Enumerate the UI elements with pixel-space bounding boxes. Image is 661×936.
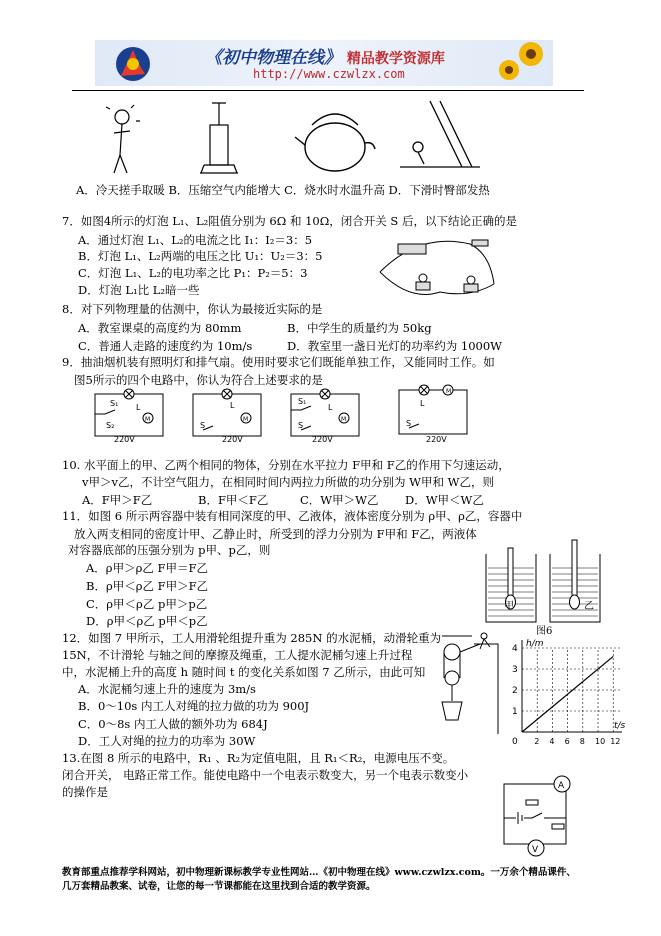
- q9b-lamp-label: L: [230, 401, 235, 410]
- slide-figure: [400, 101, 480, 167]
- q9b-switch-label: S: [200, 421, 206, 430]
- q9d-switch-label: S: [406, 419, 412, 428]
- q6-options: A．冷天搓手取暖 B．压缩空气内能增大 C．烧水时水温升高 D．下滑时臀部发热: [76, 183, 490, 197]
- q8-option-c[interactable]: C．普通人走路的速度约为 10m/s: [78, 339, 253, 353]
- q13-circuit-figure: [500, 772, 585, 860]
- q7-option-a[interactable]: A．通过灯泡 L₁、L₂的电流之比 I₁：I₂＝3：5: [78, 233, 313, 247]
- q10-option-c[interactable]: C．W甲＞W乙: [300, 493, 379, 507]
- site-logo: [113, 44, 153, 84]
- y-axis-label: h/m: [526, 639, 544, 649]
- x-tick-label: 4: [549, 737, 555, 746]
- sunflower-icon: [493, 40, 553, 86]
- q8-option-a[interactable]: A．教室课桌的高度约为 80mm: [78, 321, 242, 335]
- q9-line2: 图5所示的四个电路中，你认为符合上述要求的是: [74, 373, 323, 387]
- kettle-figure: [295, 114, 375, 171]
- q9-circuit-b: [188, 386, 268, 442]
- q11-figure-label: 图6: [536, 626, 553, 637]
- q9-circuit-a: [90, 386, 170, 442]
- q10-option-a[interactable]: A．F甲＞F乙: [82, 493, 153, 507]
- q9-line1: 9．抽油烟机装有照明灯和排气扇。使用时要求它们既能单独工作，又能同时工作。如: [62, 355, 495, 369]
- y-tick-label: 4: [512, 644, 518, 654]
- q10-line1: 10. 水平面上的甲、乙两个相同的物体，分别在水平拉力 F甲和 F乙的作用下匀速运动，: [62, 458, 510, 472]
- x-tick-label: 2: [534, 737, 540, 746]
- q9-circuit-c: [286, 386, 366, 442]
- q11-option-c[interactable]: C．ρ甲＜ρ乙 p甲＞p乙: [86, 597, 208, 611]
- q7-option-d[interactable]: D．灯泡 L₁比 L₂暗一些: [78, 283, 200, 297]
- x-tick-label: 12: [610, 737, 621, 746]
- q13-ammeter-label: A: [558, 781, 565, 791]
- q11-option-a[interactable]: A．ρ甲＞ρ乙 F甲＝F乙: [86, 561, 208, 575]
- banner-title-main: 《初中物理在线》: [205, 48, 341, 68]
- origin-label: 0: [512, 737, 518, 746]
- y-tick-label: 3: [512, 665, 518, 675]
- x-tick-label: 6: [564, 737, 570, 746]
- q8-stem: 8．对下列物理量的估测中，你认为最接近实际的是: [62, 302, 323, 316]
- q9-circuit-d: [394, 380, 474, 442]
- q11-option-d[interactable]: D．ρ甲＜ρ乙 p甲＜p乙: [86, 614, 208, 628]
- q12-option-c[interactable]: C．0～8s 内工人做的额外功为 684J: [78, 717, 268, 731]
- q13-line3: 的操作是: [62, 785, 108, 799]
- q7-option-b[interactable]: B．灯泡 L₁、L₂两端的电压之比 U₁：U₂＝3：5: [78, 249, 323, 263]
- q10-option-b[interactable]: B．F甲＜F乙: [198, 493, 269, 507]
- q13-voltmeter-label: V: [532, 845, 539, 855]
- q9d-lamp-label: L: [420, 399, 425, 408]
- q7-option-c[interactable]: C．灯泡 L₁、L₂的电功率之比 P₁：P₂＝5：3: [78, 266, 308, 280]
- q11-line2: 放入两支相同的密度计甲、乙静止时，所受到的浮力分别为 F甲和 F乙，两液体: [74, 527, 477, 541]
- q9a-switch1-label: S₁: [110, 399, 119, 408]
- air-compression-figure: [200, 103, 238, 173]
- q7-circuit-figure: [376, 232, 501, 302]
- q11-option-b[interactable]: B．ρ甲＜ρ乙 F甲＞F乙: [86, 579, 209, 593]
- q13-line1: 13.在图 8 所示的电路中，R₁ 、R₂为定值电阻，且 R₁＜R₂，电源电压不变。: [62, 751, 455, 765]
- banner-subtitle: 精品教学资源库: [346, 51, 445, 67]
- x-tick-label: 10: [595, 737, 606, 746]
- q9b-voltage-label: 220V: [222, 435, 243, 442]
- y-tick-label: 2: [512, 686, 518, 696]
- q12-line1: 12．如图 7 甲所示，工人用滑轮组提升重为 285N 的水泥桶，动滑轮重为: [62, 631, 442, 645]
- banner-title: [205, 43, 445, 68]
- q9c-lamp-label: L: [328, 403, 333, 412]
- q9c-voltage-label: 220V: [312, 435, 333, 442]
- footer-line1: 教育部重点推荐学科网站，初中物理新课标教学专业性网站…《初中物理在线》www.czwlzx.com。一万余个精品课件、: [62, 867, 576, 878]
- hand-rubbing-figure: [106, 105, 140, 173]
- q12-height-time-graph: [500, 634, 630, 746]
- q10-line2: v甲＞v乙，不计空气阻力，在相同时间内两拉力所做的功分别为 W甲和 W乙，则: [82, 475, 494, 489]
- q8-option-d[interactable]: D．教室里一盏日光灯的功率约为 1000W: [287, 339, 502, 353]
- q11-line3: 对容器底部的压强分别为 p甲、p乙，则: [68, 543, 271, 557]
- q9b-motor-label: M: [243, 416, 249, 423]
- q12-option-a[interactable]: A．水泥桶匀速上升的速度为 3m/s: [78, 682, 256, 696]
- q12-line2: 15N，不计滑轮 与轴之间的摩擦及绳重，工人提水泥桶匀速上升过程: [62, 648, 413, 662]
- q11-yi-label: 乙: [584, 601, 594, 612]
- q11-line1: 11．如图 6 所示两容器中装有相同深度的甲、乙液体，液体密度分别为 ρ甲、ρ乙，容器中: [62, 509, 523, 523]
- q9d-motor-label: M: [446, 388, 452, 395]
- q8-option-b[interactable]: B．中学生的质量约为 50kg: [287, 321, 432, 335]
- q11-jia-label: 甲: [504, 601, 514, 612]
- q7-stem: 7．如图4所示的灯泡 L₁、L₂阻值分别为 6Ω 和 10Ω，闭合开关 S 后，以下结论正确的是: [62, 214, 517, 228]
- q9a-voltage-label: 220V: [114, 435, 135, 442]
- y-tick-label: 1: [512, 707, 518, 717]
- q9c-switch1-label: S₁: [298, 397, 307, 406]
- q12-option-d[interactable]: D．工人对绳的拉力的功率为 30W: [78, 734, 256, 748]
- header-rule: [72, 90, 584, 91]
- q9d-voltage-label: 220V: [426, 435, 447, 442]
- banner-url[interactable]: http://www.czwlzx.com: [253, 67, 405, 81]
- q12-option-b[interactable]: B．0～10s 内工人对绳的拉力做的功为 900J: [78, 699, 310, 713]
- footer-line2: 几万套精品教案、试卷，让您的每一节课都能在这里找到合适的教学资源。: [62, 881, 376, 892]
- q12-pulley-figure: [434, 632, 506, 736]
- x-axis-label: t/s: [614, 721, 626, 731]
- q11-containers-figure: [484, 538, 604, 634]
- q9c-switch-label: S: [298, 421, 304, 430]
- header-banner: [95, 40, 553, 86]
- x-tick-label: 8: [579, 737, 585, 746]
- q10-option-d[interactable]: D．W甲＜W乙: [405, 493, 484, 507]
- q6-figures: [100, 95, 480, 177]
- q12-line3: 中，水泥桶上升的高度 h 随时间 t 的变化关系如图 7 乙所示，由此可知: [62, 665, 426, 679]
- q9a-lamp-label: L: [136, 403, 141, 412]
- q9a-switch2-label: S₂: [106, 421, 115, 430]
- q13-line2: 闭合开关， 电路正常工作。能使电路中一个电表示数变大，另一个电表示数变小: [62, 768, 469, 782]
- q9a-motor-label: M: [145, 416, 151, 423]
- q9c-motor-label: M: [341, 416, 347, 423]
